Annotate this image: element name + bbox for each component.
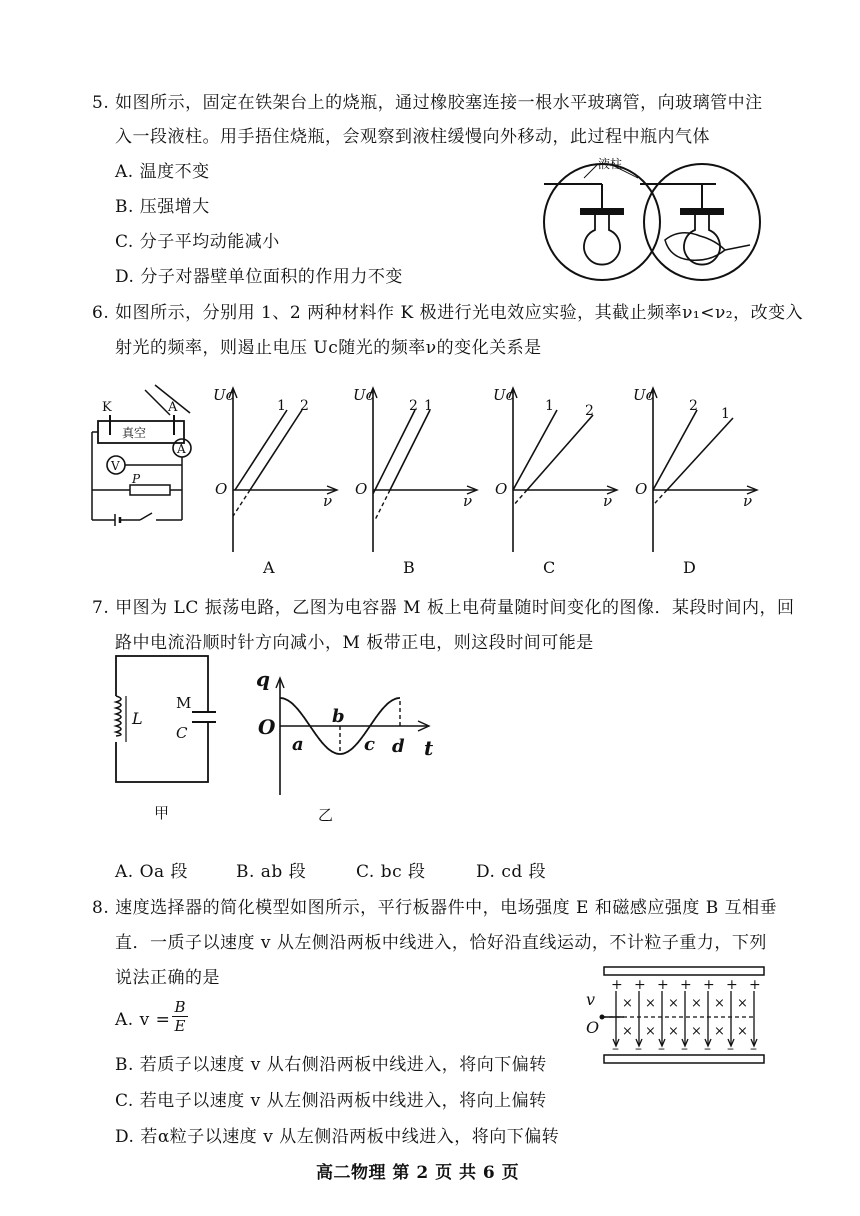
q6-graphs — [205, 380, 765, 580]
q8-option-d: D. 若α粒子以速度 v 从左侧沿两板中线进入，将向下偏转 — [115, 1127, 560, 1147]
q8-label-v: v — [586, 990, 596, 1009]
q8-minus-sign: – — [658, 1041, 665, 1057]
q6-line-label-2: 2 — [300, 398, 309, 414]
q6-graph-label: C — [543, 558, 556, 577]
q6-x-label: ν — [463, 492, 473, 510]
q8-minus-sign: – — [750, 1041, 757, 1057]
q8-b-cross: × — [668, 996, 679, 1011]
q6-line-1-extension — [375, 490, 390, 520]
q6-label-vacuum: 真空 — [122, 426, 147, 440]
q8-velocity-selector-figure — [584, 965, 774, 1070]
q6-y-label: Uc — [213, 386, 235, 404]
q7-option-d: D. cd 段 — [476, 862, 547, 882]
q6-origin: O — [215, 480, 228, 498]
q8-option-b: B. 若质子以速度 v 从右侧沿两板中线进入，将向下偏转 — [115, 1055, 547, 1075]
q7-stem-line2: 路中电流沿顺时针方向减小，M 板带正电，则这段时间可能是 — [115, 633, 594, 653]
q6-line-1 — [390, 410, 430, 490]
q7-label-jia: 甲 — [154, 804, 170, 822]
q8-plus-sign: + — [703, 977, 715, 993]
q8-stem-line3: 说法正确的是 — [115, 968, 220, 988]
q6-origin: O — [635, 480, 648, 498]
q8-b-cross: × — [645, 996, 656, 1011]
q6-line-2-extension — [233, 490, 250, 516]
q5-option-a: A. 温度不变 — [115, 162, 210, 182]
q5-option-b: B. 压强增大 — [115, 197, 210, 217]
q8-minus-sign: – — [635, 1041, 642, 1057]
q8-option-a-prefix: A. v = — [115, 1010, 171, 1030]
q7-lc-circuit — [112, 652, 222, 832]
q7-label-m: M — [176, 694, 192, 712]
q5-stem-line2: 入一段液柱。用手捂住烧瓶，会观察到液柱缓慢向外移动，此过程中瓶内气体 — [115, 127, 710, 147]
q6-graph-a — [213, 386, 337, 577]
q7-label-d: d — [392, 736, 405, 757]
q6-graph-d — [633, 386, 757, 577]
q7-label-o: O — [258, 715, 276, 739]
q8-b-cross: × — [645, 1024, 656, 1039]
q6-label-p: P — [132, 472, 141, 486]
q8-b-cross: × — [622, 1024, 633, 1039]
q6-x-label: ν — [603, 492, 613, 510]
q6-line-2 — [375, 410, 415, 490]
q8-minus-sign: – — [704, 1041, 711, 1057]
q8-b-cross: × — [691, 1024, 702, 1039]
q8-option-a-fraction — [172, 998, 188, 1035]
q6-line-1 — [667, 418, 733, 490]
q8-stem-line2: 直．一质子以速度 v 从左侧沿两板中线进入，恰好沿直线运动，不计粒子重力，下列 — [115, 933, 767, 953]
q6-line-1 — [235, 410, 287, 490]
q8-b-cross: × — [714, 1024, 725, 1039]
q8-label-o: O — [586, 1018, 600, 1037]
q5-stem-line1: 5. 如图所示，固定在铁架台上的烧瓶，通过橡胶塞连接一根水平玻璃管，向玻璃管中注 — [92, 93, 763, 113]
q8-option-a-denominator: E — [174, 1017, 186, 1035]
q6-graph-label: A — [263, 558, 275, 577]
q6-line-2 — [250, 410, 302, 490]
q8-option-a-numerator: B — [172, 998, 188, 1017]
q5-option-c: C. 分子平均动能减小 — [115, 232, 280, 252]
q7-label-c: c — [364, 734, 375, 755]
q7-label-b: b — [332, 706, 345, 727]
q6-graph-c — [493, 386, 617, 577]
q7-stem-line1: 7. 甲图为 LC 振荡电路，乙图为电容器 M 板上电荷量随时间变化的图像．某段时间内，回 — [92, 598, 795, 618]
q6-line-label-2: 2 — [409, 398, 418, 414]
q6-photoelectric-circuit — [90, 385, 200, 525]
q6-line-label-1: 1 — [721, 406, 730, 422]
q8-b-cross: × — [737, 996, 748, 1011]
q8-b-cross: × — [737, 1024, 748, 1039]
q7-label-a: a — [292, 734, 304, 755]
q8-particle-dot — [600, 1015, 605, 1020]
q8-plus-sign: + — [634, 977, 646, 993]
q6-y-label: Uc — [353, 386, 375, 404]
q6-stem-line1: 6. 如图所示，分别用 1、2 两种材料作 K 极进行光电效应实验，其截止频率ν₁<ν₂，改变入 — [92, 303, 804, 323]
q7-label-l: L — [132, 709, 143, 728]
q6-graph-label: B — [403, 558, 415, 577]
q8-b-cross: × — [668, 1024, 679, 1039]
q8-plus-sign: + — [611, 977, 623, 993]
q6-label-k: K — [102, 400, 112, 415]
q8-stem-line1: 8. 速度选择器的简化模型如图所示，平行板器件中，电场强度 E 和磁感应强度 B 互相垂 — [92, 898, 778, 918]
q6-line-1-extension — [655, 490, 667, 503]
q5-option-d: D. 分子对器壁单位面积的作用力不变 — [115, 267, 403, 287]
q7-label-yi: 乙 — [318, 806, 334, 824]
q8-b-cross: × — [714, 996, 725, 1011]
q6-voltmeter: V — [111, 459, 120, 473]
q6-line-label-1: 1 — [424, 398, 433, 414]
q6-graph-label: D — [683, 558, 696, 577]
q6-line-2-extension — [513, 490, 527, 506]
q6-line-2 — [527, 415, 593, 490]
q6-ammeter: A — [177, 442, 186, 456]
q7-option-b: B. ab 段 — [236, 862, 307, 882]
q7-label-c: C — [176, 724, 188, 742]
q6-stem-line2: 射光的频率，则遏止电压 Uc随光的频率ν的变化关系是 — [115, 338, 542, 358]
q6-graph-b — [353, 386, 477, 577]
q6-y-label: Uc — [493, 386, 515, 404]
q8-top-plate — [604, 967, 764, 975]
q6-label-a: A — [168, 400, 178, 415]
q6-origin: O — [355, 480, 368, 498]
q6-line-label-2: 2 — [689, 398, 698, 414]
page-footer: 高二物理 第 2 页 共 6 页 — [316, 1163, 520, 1183]
q7-option-c: C. bc 段 — [356, 862, 426, 882]
q7-label-t: t — [424, 736, 434, 760]
q7-option-a: A. Oa 段 — [115, 862, 189, 882]
q6-line-label-1: 1 — [277, 398, 286, 414]
q8-minus-sign: – — [727, 1041, 734, 1057]
q6-y-label: Uc — [633, 386, 655, 404]
q8-minus-sign: – — [612, 1041, 619, 1057]
q8-option-c: C. 若电子以速度 v 从左侧沿两板中线进入，将向上偏转 — [115, 1091, 547, 1111]
q8-b-cross: × — [691, 996, 702, 1011]
q8-plus-sign: + — [726, 977, 738, 993]
q8-plus-sign: + — [657, 977, 669, 993]
q5-liquid-label: 液柱 — [598, 157, 623, 171]
q8-plus-sign: + — [680, 977, 692, 993]
q5-flask-figure — [540, 150, 770, 290]
q6-origin: O — [495, 480, 508, 498]
q6-line-2 — [653, 410, 697, 490]
q6-line-label-1: 1 — [545, 398, 554, 414]
q8-b-cross: × — [622, 996, 633, 1011]
q8-minus-sign: – — [681, 1041, 688, 1057]
q8-plus-sign: + — [749, 977, 761, 993]
q7-charge-graph — [252, 660, 442, 830]
q6-line-label-2: 2 — [585, 403, 594, 419]
q6-x-label: ν — [323, 492, 333, 510]
q6-line-1 — [513, 410, 557, 490]
q6-x-label: ν — [743, 492, 753, 510]
q7-label-q: q — [256, 667, 270, 691]
